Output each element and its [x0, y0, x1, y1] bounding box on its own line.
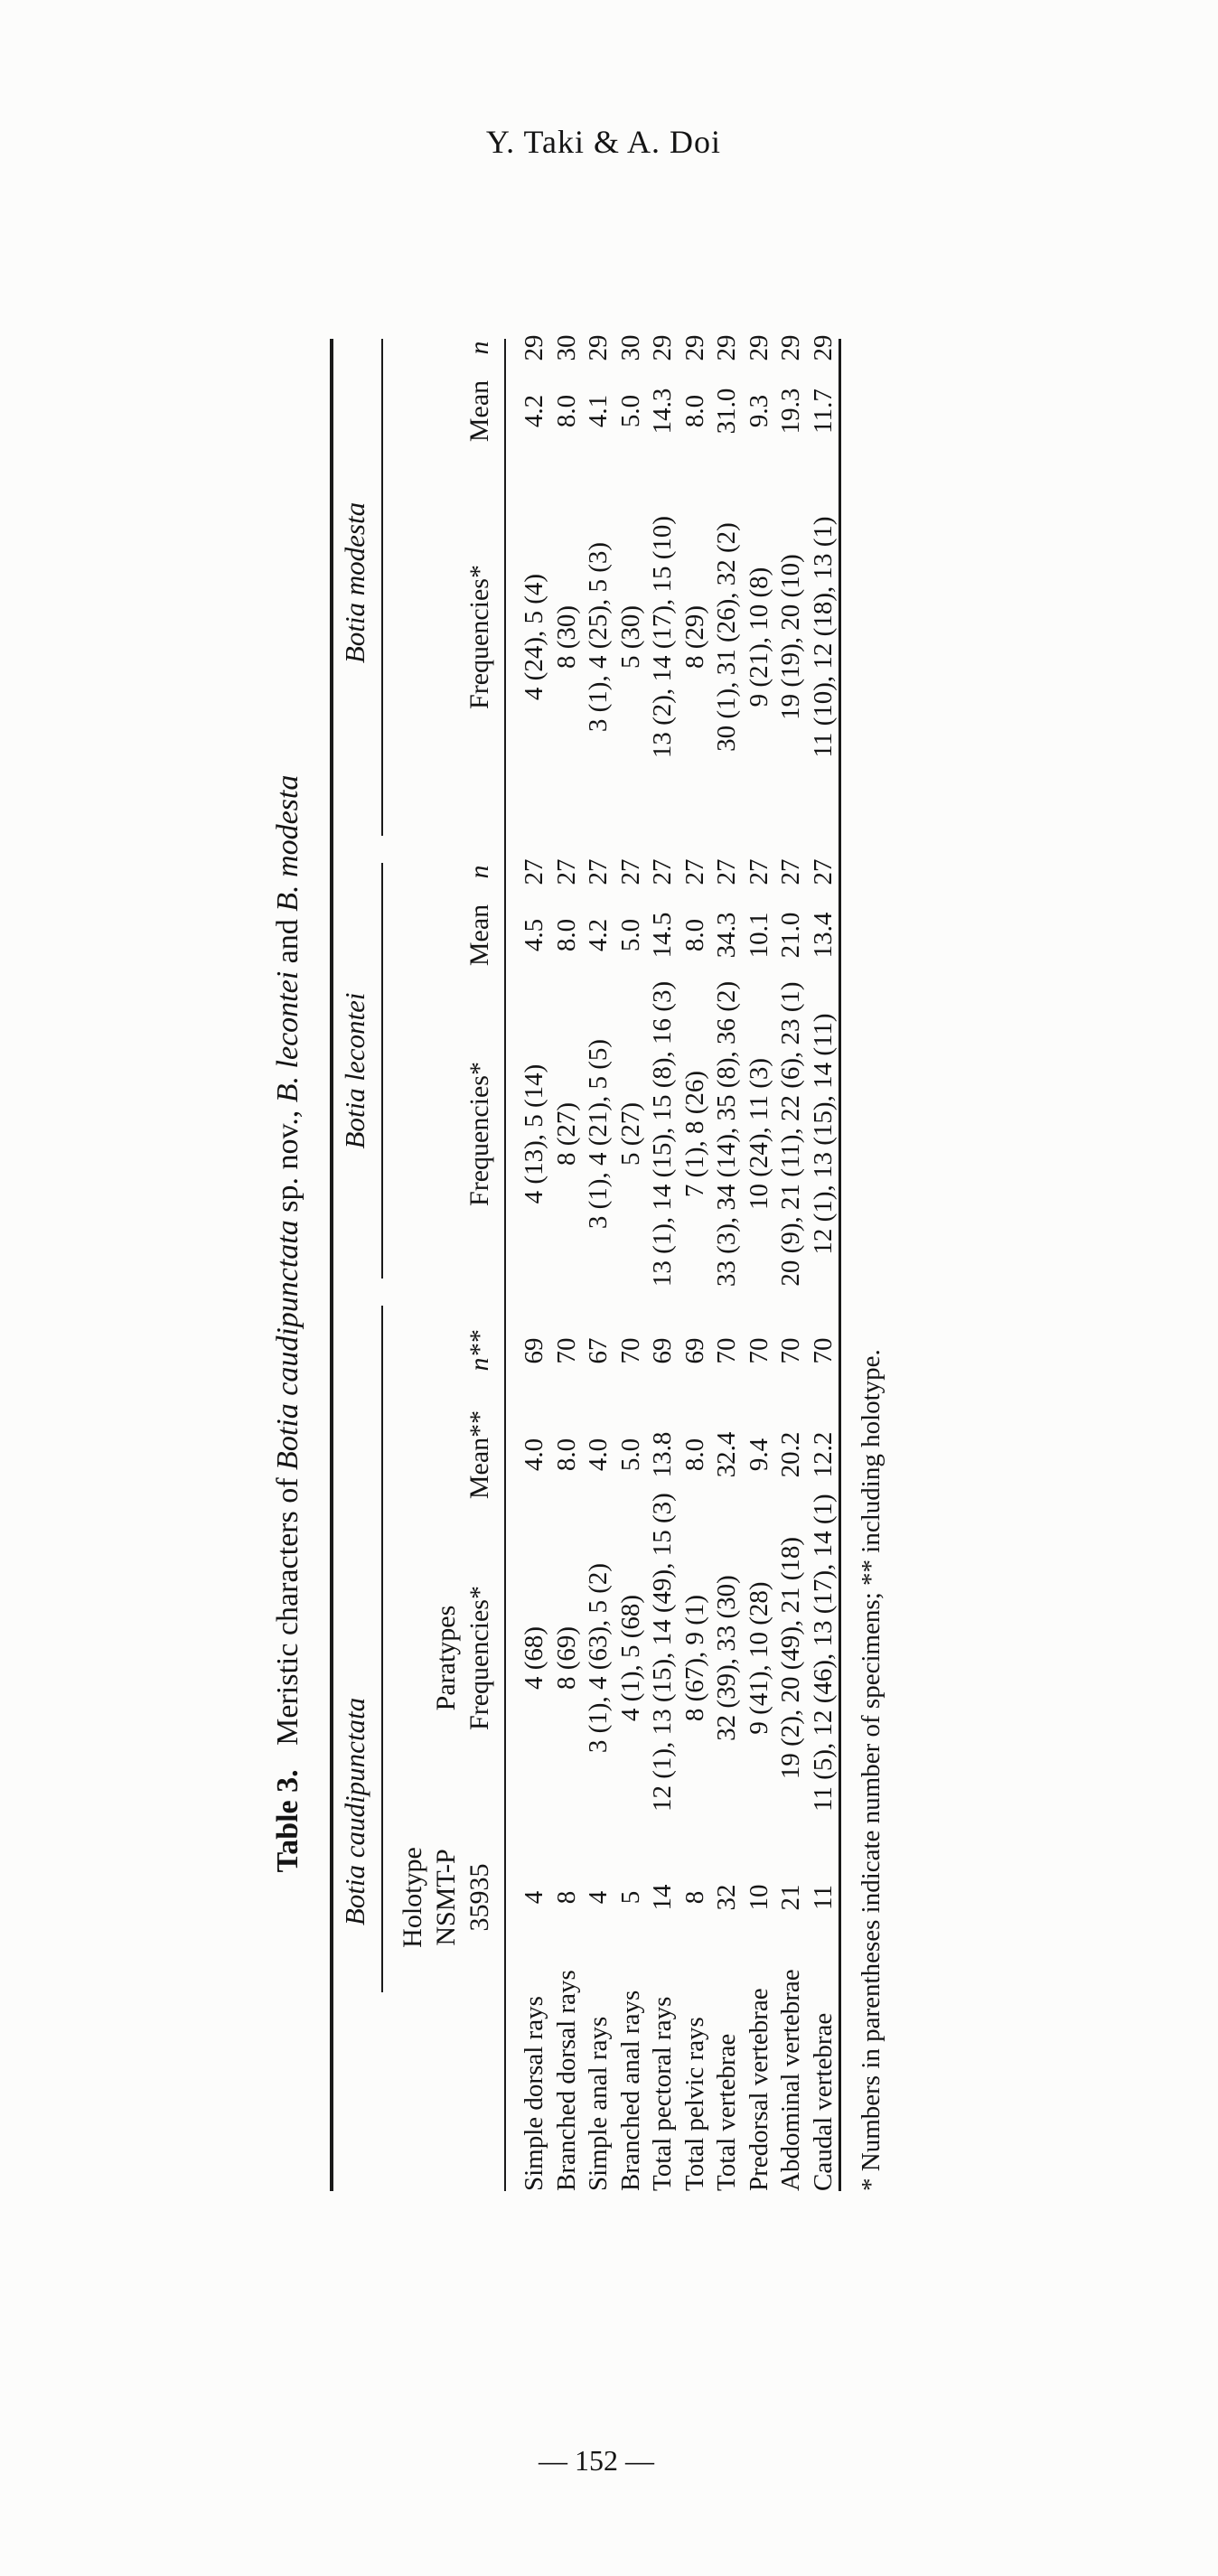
modesta-frequencies: 3 (1), 4 (25), 5 (3) — [584, 541, 613, 733]
caudipunctata-frequencies: 9 (41), 10 (28) — [744, 1581, 773, 1735]
holotype-value: 11 — [808, 1885, 838, 1910]
group-botia-caudipunctata: Botia caudipunctata — [339, 1697, 370, 1926]
row-label: Caudal vertebrae — [808, 2012, 838, 2191]
modesta-frequencies: 13 (2), 14 (17), 15 (10) — [648, 515, 677, 759]
lecontei-n: 27 — [615, 858, 645, 885]
modesta-rule — [381, 339, 383, 836]
col-lecontei-n — [463, 854, 496, 890]
modesta-frequencies: 30 (1), 31 (26), 32 (2) — [712, 522, 741, 752]
caudipunctata-rule — [381, 1306, 383, 1992]
group-botia-modesta: Botia modesta — [339, 501, 370, 664]
lecontei-mean: 13.4 — [808, 912, 838, 959]
modesta-n: 29 — [776, 334, 805, 361]
row-label: Total vertebrae — [712, 2033, 741, 2191]
col-modesta-n-text: n — [464, 341, 494, 355]
holotype-value: 4 — [584, 1890, 613, 1905]
lecontei-n: 27 — [744, 858, 773, 885]
lecontei-mean: 8.0 — [551, 918, 581, 952]
lecontei-mean: 21.0 — [776, 912, 805, 959]
caudipunctata-frequencies: 8 (67), 9 (1) — [679, 1594, 709, 1722]
page-number: — 152 — — [539, 2444, 654, 2477]
caption-lead: Meristic characters of — [271, 1477, 304, 1746]
lecontei-n: 27 — [808, 858, 838, 885]
modesta-frequencies: 11 (10), 12 (18), 13 (1) — [808, 516, 838, 758]
caption-species-3: B. modesta — [271, 774, 304, 912]
caudipunctata-mean: 8.0 — [679, 1438, 709, 1472]
caption-mid: sp. nov., — [271, 1110, 304, 1213]
caudipunctata-mean: 4.0 — [520, 1438, 548, 1472]
caudipunctata-mean: 32.4 — [712, 1431, 741, 1478]
caption-and: and — [271, 919, 304, 964]
lecontei-n: 27 — [551, 858, 581, 885]
holotype-value: 14 — [648, 1884, 677, 1911]
col-mean-star: Mean** — [464, 1410, 494, 1500]
col-modesta-n — [463, 330, 496, 366]
caudipunctata-n: 70 — [776, 1337, 805, 1364]
row-label: Total pectoral rays — [648, 1996, 677, 2191]
modesta-frequencies: 8 (29) — [679, 604, 709, 670]
caudipunctata-n: 70 — [712, 1337, 741, 1364]
rotated-table-block — [154, 185, 985, 2462]
lecontei-n: 27 — [648, 858, 677, 885]
caudipunctata-frequencies: 32 (39), 33 (30) — [712, 1575, 741, 1741]
col-paratypes-line-2: Frequencies* — [464, 1586, 494, 1730]
row-label: Simple dorsal rays — [520, 1996, 548, 2191]
caudipunctata-mean: 12.2 — [808, 1431, 838, 1478]
holotype-value: 8 — [551, 1890, 581, 1905]
lecontei-frequencies: 3 (1), 4 (21), 5 (5) — [584, 1038, 613, 1230]
col-holotype-line-2: NSMT-P — [431, 1849, 461, 1946]
caudipunctata-mean: 8.0 — [551, 1438, 581, 1472]
lecontei-mean: 14.5 — [648, 912, 677, 959]
lecontei-n: 27 — [776, 858, 805, 885]
modesta-mean: 4.2 — [520, 394, 548, 428]
caudipunctata-n: 70 — [551, 1337, 581, 1364]
row-label: Branched dorsal rays — [551, 1970, 581, 2191]
row-label: Total pelvic rays — [679, 2017, 709, 2191]
lecontei-n: 27 — [679, 858, 709, 885]
group-botia-lecontei: Botia lecontei — [339, 992, 370, 1149]
holotype-value: 4 — [520, 1890, 548, 1905]
caudipunctata-n: 70 — [744, 1337, 773, 1364]
col-modesta-mean: Mean — [464, 379, 494, 443]
modesta-n: 29 — [679, 334, 709, 361]
lecontei-mean: 8.0 — [679, 918, 709, 952]
lecontei-frequencies: 7 (1), 8 (26) — [679, 1070, 709, 1198]
caudipunctata-n: 70 — [615, 1337, 645, 1364]
lecontei-frequencies: 8 (27) — [551, 1101, 581, 1166]
caudipunctata-frequencies: 11 (5), 12 (46), 13 (17), 14 (1) — [808, 1494, 838, 1812]
running-header: Y. Taki & A. Doi — [485, 124, 721, 160]
caudipunctata-mean: 5.0 — [615, 1438, 645, 1472]
lecontei-frequencies: 13 (1), 14 (15), 15 (8), 16 (3) — [648, 980, 677, 1288]
col-holotype-line-1: Holotype — [398, 1847, 427, 1948]
caudipunctata-n: 70 — [808, 1337, 838, 1364]
modesta-n: 29 — [808, 334, 838, 361]
modesta-mean: 8.0 — [679, 394, 709, 428]
col-lecontei-mean: Mean — [464, 904, 494, 967]
lecontei-frequencies: 20 (9), 21 (11), 22 (6), 23 (1) — [776, 981, 805, 1287]
modesta-n: 30 — [615, 334, 645, 361]
lecontei-frequencies: 5 (27) — [615, 1101, 645, 1166]
caption-species-1: Botia caudipunctata — [271, 1220, 304, 1470]
modesta-n: 29 — [744, 334, 773, 361]
modesta-frequencies: 19 (19), 20 (10) — [776, 554, 805, 720]
col-holotype — [396, 1816, 496, 1979]
modesta-n: 29 — [712, 334, 741, 361]
col-lecontei-n-text: n — [464, 865, 494, 879]
holotype-value: 8 — [679, 1890, 709, 1905]
caudipunctata-n: 69 — [520, 1337, 548, 1364]
lecontei-frequencies: 4 (13), 5 (14) — [520, 1063, 548, 1204]
lecontei-frequencies: 33 (3), 34 (14), 35 (8), 36 (2) — [712, 980, 741, 1288]
modesta-n: 29 — [584, 334, 613, 361]
header-bottom-rule — [504, 339, 506, 2191]
lecontei-frequencies: 12 (1), 13 (15), 14 (11) — [808, 1013, 838, 1255]
caudipunctata-n: 67 — [584, 1337, 613, 1364]
modesta-n: 29 — [520, 334, 548, 361]
modesta-frequencies: 4 (24), 5 (4) — [520, 573, 548, 701]
table-row — [804, 185, 842, 2462]
col-holotype-line-3: 35935 — [464, 1863, 494, 1932]
caudipunctata-mean: 9.4 — [744, 1438, 773, 1472]
modesta-mean: 8.0 — [551, 394, 581, 428]
modesta-mean: 31.0 — [712, 388, 741, 435]
modesta-frequencies: 8 (30) — [551, 604, 581, 670]
caudipunctata-mean: 4.0 — [584, 1438, 613, 1472]
col-modesta-frequencies: Frequencies* — [464, 565, 494, 709]
holotype-value: 5 — [615, 1890, 645, 1905]
lecontei-n: 27 — [584, 858, 613, 885]
col-paratypes-line-1: Paratypes — [431, 1605, 461, 1711]
col-n-star — [463, 1306, 496, 1396]
col-paratypes — [429, 1522, 496, 1794]
col-lecontei-frequencies: Frequencies* — [464, 1062, 494, 1206]
lecontei-mean: 34.3 — [712, 912, 741, 959]
modesta-mean: 14.3 — [648, 388, 677, 435]
row-label: Simple anal rays — [584, 2016, 613, 2191]
caudipunctata-frequencies: 12 (1), 13 (15), 14 (49), 15 (3) — [648, 1493, 677, 1812]
row-label: Predorsal vertebrae — [744, 1988, 773, 2191]
modesta-n: 30 — [551, 334, 581, 361]
modesta-mean: 4.1 — [584, 394, 613, 428]
caudipunctata-mean: 20.2 — [776, 1431, 805, 1478]
holotype-value: 32 — [712, 1884, 741, 1911]
modesta-frequencies: 5 (30) — [615, 604, 645, 670]
modesta-mean: 19.3 — [776, 388, 805, 435]
caudipunctata-frequencies: 3 (1), 4 (63), 5 (2) — [584, 1562, 613, 1754]
table-label: Table 3. — [271, 1769, 304, 1873]
caption-species-2: B. lecontei — [271, 970, 304, 1103]
table-footnote: * Numbers in parentheses indicate number of specimens; ** including holotype. — [857, 1349, 885, 2191]
caudipunctata-frequencies: 8 (69) — [551, 1625, 581, 1691]
holotype-value: 10 — [744, 1884, 773, 1911]
lecontei-n: 27 — [520, 858, 548, 885]
table-bottom-rule — [839, 339, 841, 2191]
row-label: Branched anal rays — [615, 1990, 645, 2191]
modesta-mean: 5.0 — [615, 394, 645, 428]
lecontei-mean: 5.0 — [615, 918, 645, 952]
lecontei-frequencies: 10 (24), 11 (3) — [744, 1057, 773, 1211]
modesta-mean: 9.3 — [744, 394, 773, 428]
lecontei-n: 27 — [712, 858, 741, 885]
row-label: Abdominal vertebrae — [776, 1969, 805, 2191]
table-caption — [271, 185, 305, 2462]
lecontei-mean: 4.5 — [520, 918, 548, 952]
lecontei-mean: 4.2 — [584, 918, 613, 952]
modesta-n: 29 — [648, 334, 677, 361]
holotype-value: 21 — [776, 1884, 805, 1911]
caudipunctata-n: 69 — [679, 1337, 709, 1364]
table-top-rule — [330, 339, 333, 2191]
caudipunctata-frequencies: 4 (68) — [520, 1625, 548, 1691]
modesta-mean: 11.7 — [808, 389, 838, 434]
caudipunctata-frequencies: 19 (2), 20 (49), 21 (18) — [776, 1536, 805, 1780]
lecontei-mean: 10.1 — [744, 912, 773, 959]
caudipunctata-n: 69 — [648, 1337, 677, 1364]
col-n-star-text: n** — [464, 1330, 494, 1372]
caudipunctata-mean: 13.8 — [648, 1431, 677, 1478]
caudipunctata-frequencies: 4 (1), 5 (68) — [615, 1594, 645, 1722]
modesta-frequencies: 9 (21), 10 (8) — [744, 567, 773, 707]
lecontei-rule — [381, 863, 383, 1279]
